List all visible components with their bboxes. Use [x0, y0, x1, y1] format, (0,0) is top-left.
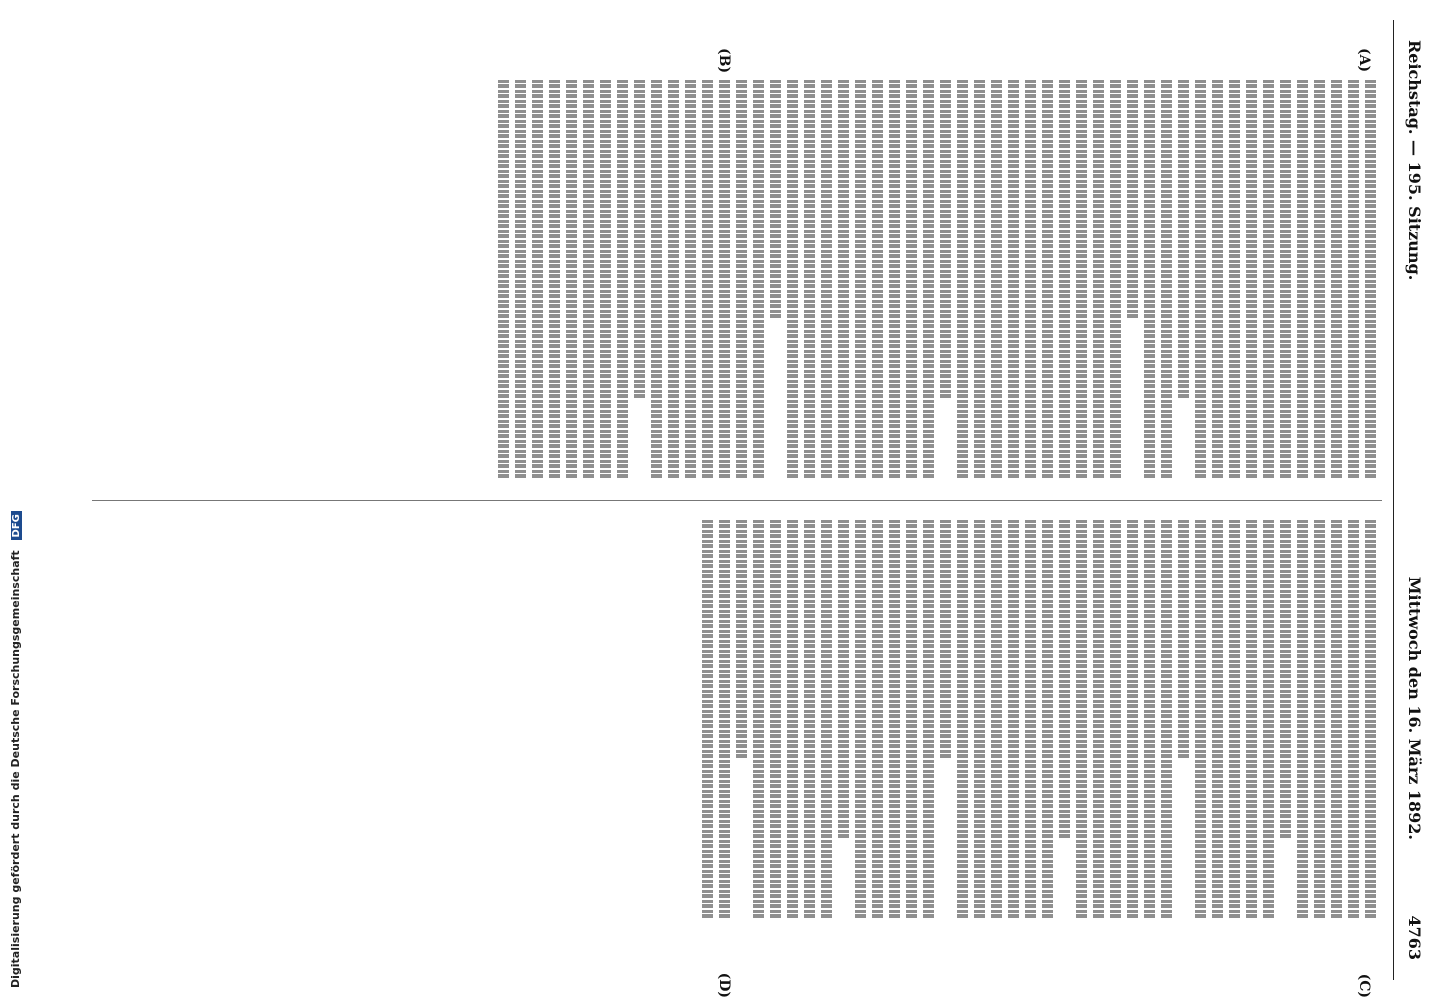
margin-marker-d: (D) [716, 972, 732, 998]
header-right: Mittwoch den 16. März 1892. [1405, 576, 1424, 840]
footer-text: Digitalisierung gefördert durch die Deutsche Forschungsgemeinschaft [9, 550, 22, 988]
margin-marker-c: (C) [1356, 973, 1372, 998]
margin-marker-a: (A) [1356, 48, 1372, 73]
text-column-left [492, 80, 1382, 480]
text-column-right [696, 520, 1382, 920]
margin-marker-b: (B) [716, 48, 732, 74]
column-divider [92, 500, 1382, 501]
running-header [1398, 40, 1424, 960]
digitization-footer [0, 0, 28, 1000]
document-page [32, 0, 1432, 1000]
page-number: 4763 [1405, 915, 1424, 960]
dfg-logo: DFG [11, 511, 22, 540]
header-rule [1393, 20, 1394, 980]
header-left: Reichstag. — 195. Sitzung. [1405, 40, 1424, 281]
